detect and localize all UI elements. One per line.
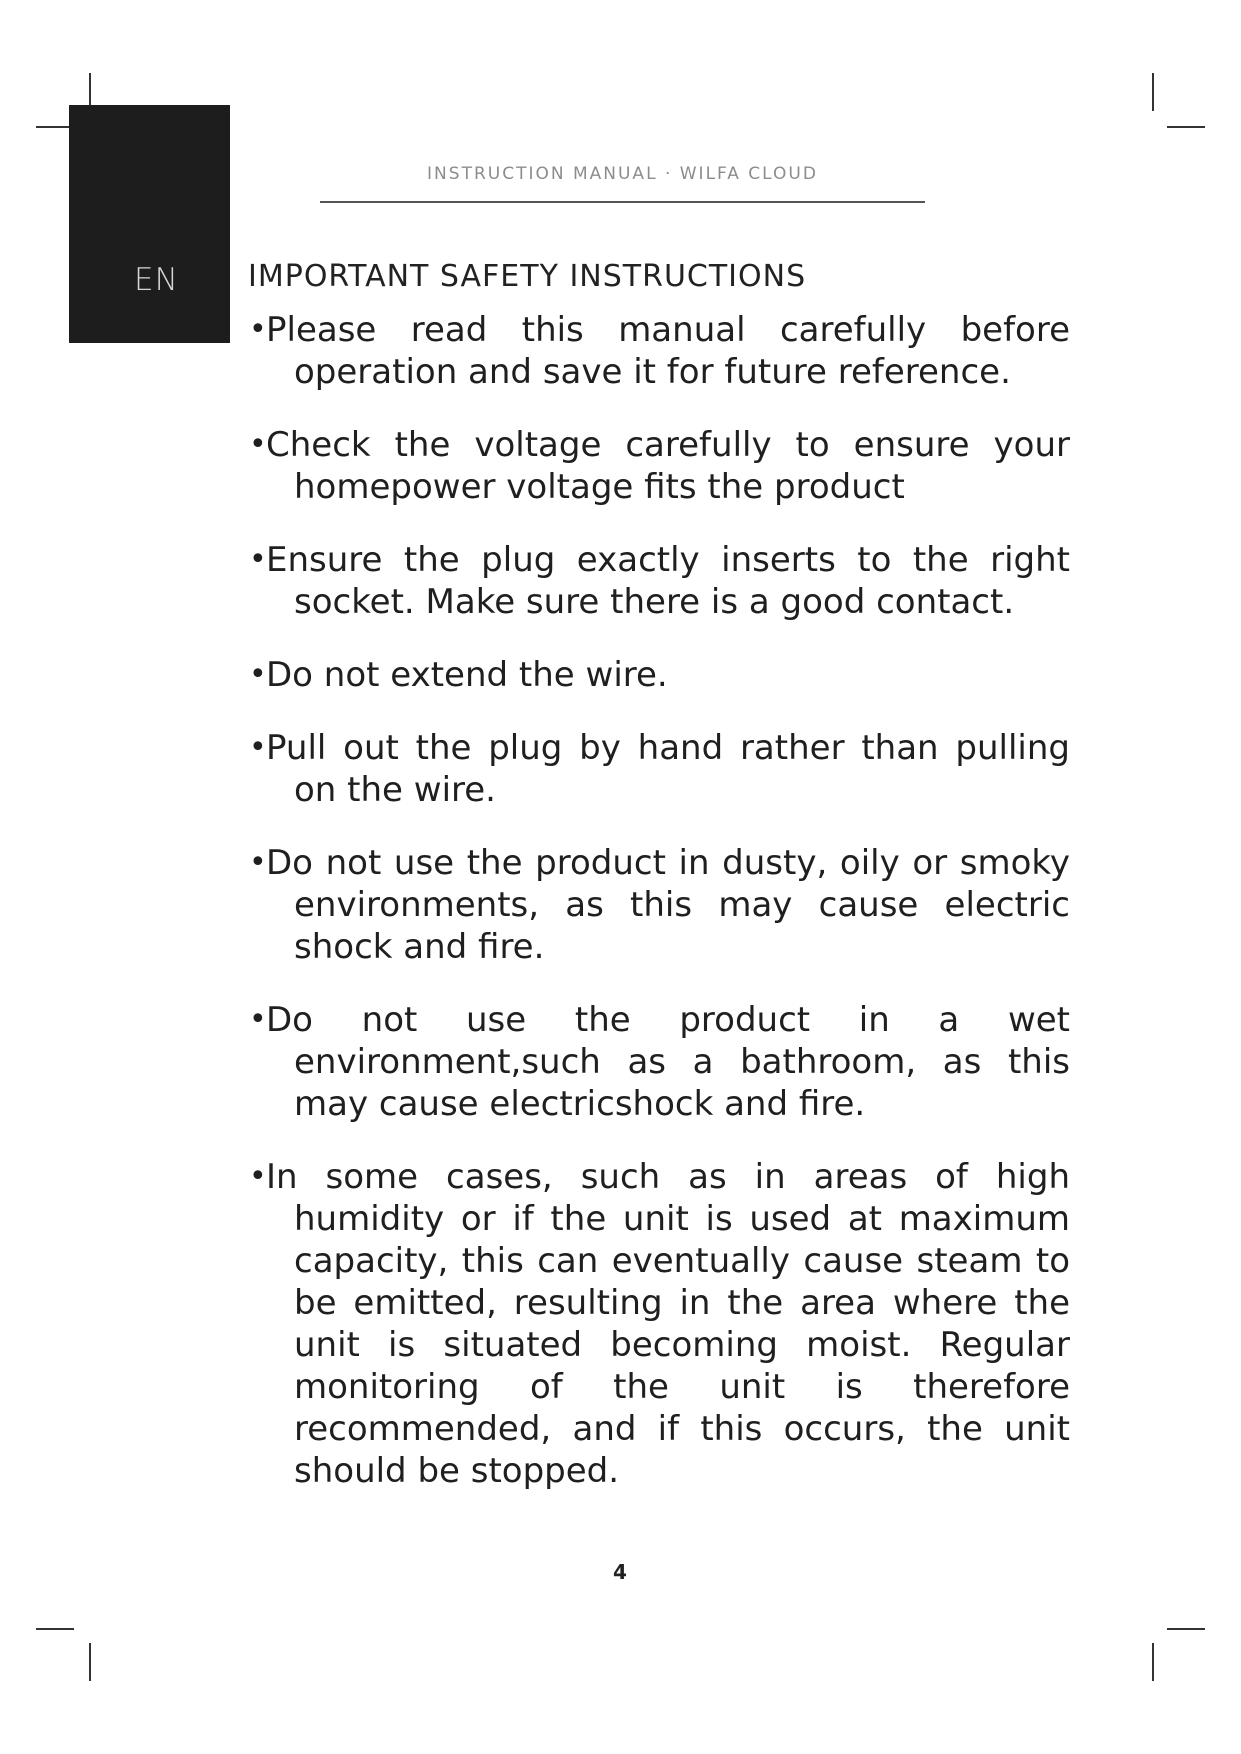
safety-item-text: Ensure the plug exactly inserts to the right socket. Make sure there is a good contact.: [266, 540, 1070, 622]
bullet-icon: •: [249, 730, 267, 765]
safety-item-text: In some cases, such as in areas of high humidity or if the unit is used at maximum capacity, this can eventually cause steam to be emitted, resulting in the area where the unit is situated becoming moist. Regular monitoring of the unit is therefore recommended, and if this occurs, the unit should be stopped.: [266, 1157, 1070, 1491]
bullet-icon: •: [249, 845, 267, 880]
safety-item: [246, 727, 1070, 811]
header-divider: [320, 201, 925, 203]
safety-item-text: Do not use the product in a wet environment,such as a bathroom, as this may cause electricshock and fire.: [266, 1000, 1070, 1124]
safety-item: [246, 654, 1070, 696]
language-code: EN: [134, 262, 179, 298]
page-number: 4: [613, 1560, 627, 1584]
crop-mark-bottom-right-horizontal: [1167, 1628, 1205, 1630]
safety-item-text: Do not extend the wire.: [266, 655, 668, 695]
safety-item: [246, 1156, 1070, 1492]
safety-item: [246, 842, 1070, 968]
crop-mark-bottom-left-vertical: [89, 1643, 91, 1681]
safety-item-text: Please read this manual carefully before operation and save it for future reference.: [266, 310, 1070, 392]
safety-item: [246, 539, 1070, 623]
crop-mark-bottom-left-horizontal: [36, 1628, 74, 1630]
bullet-icon: •: [249, 312, 267, 347]
bullet-icon: •: [249, 542, 267, 577]
bullet-icon: •: [249, 1002, 267, 1037]
safety-item-text: Check the voltage carefully to ensure your homepower voltage fits the product: [266, 425, 1070, 507]
crop-mark-top-right-vertical: [1152, 73, 1154, 111]
section-title: IMPORTANT SAFETY INSTRUCTIONS: [248, 259, 807, 294]
bullet-icon: •: [249, 427, 267, 462]
crop-mark-top-right-horizontal: [1167, 126, 1205, 128]
crop-mark-bottom-right-vertical: [1152, 1643, 1154, 1681]
safety-item-text: Do not use the product in dusty, oily or smoky environments, as this may cause electric shock and fire.: [266, 843, 1070, 967]
manual-header-title: INSTRUCTION MANUAL · WILFA CLOUD: [427, 164, 818, 184]
bullet-icon: •: [249, 1159, 267, 1194]
safety-item: [246, 999, 1070, 1125]
safety-item: [246, 309, 1070, 393]
bullet-icon: •: [249, 657, 267, 692]
safety-instructions-list: [246, 309, 1070, 1523]
safety-item: [246, 424, 1070, 508]
language-tab: [69, 105, 230, 343]
safety-item-text: Pull out the plug by hand rather than pulling on the wire.: [266, 728, 1070, 810]
